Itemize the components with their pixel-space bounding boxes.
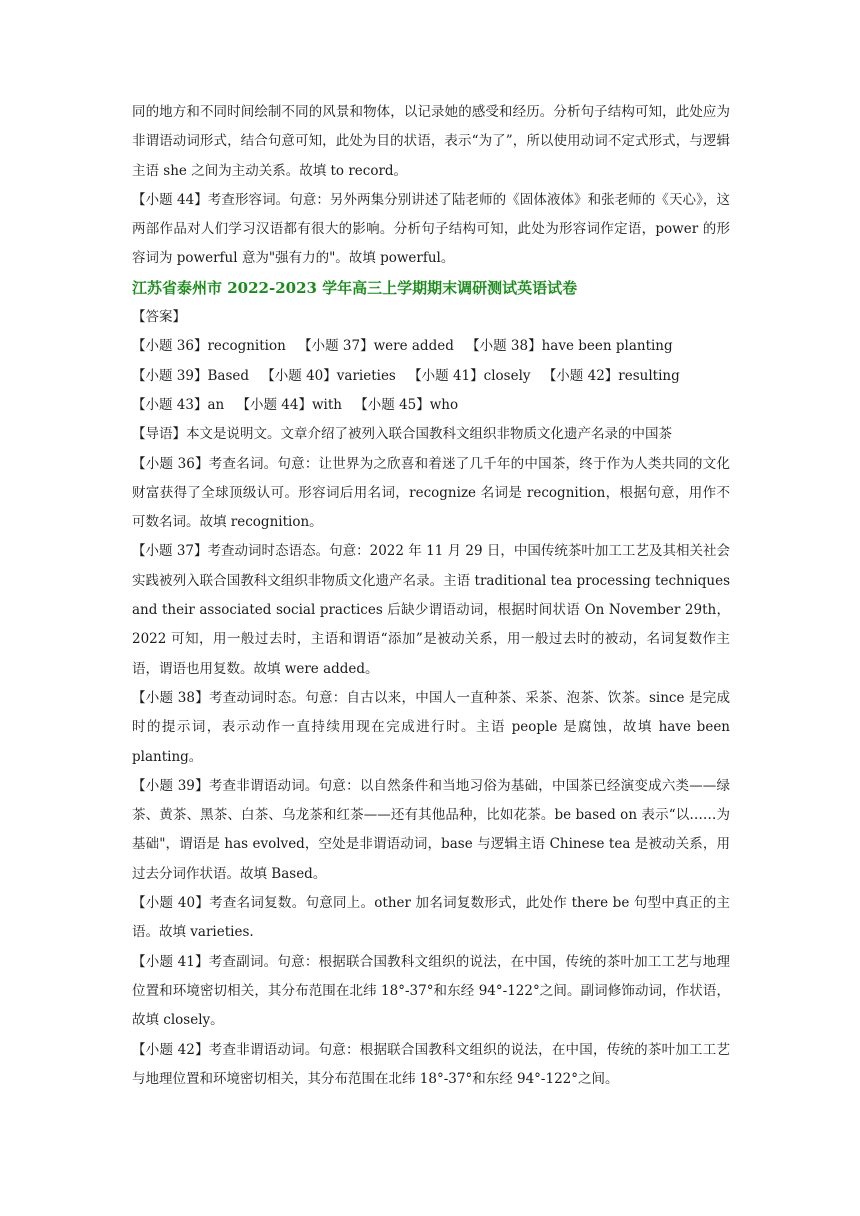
answer-row-3 <box>132 391 730 420</box>
explanation-q37: 【小题 37】考查动词时态语态。句意：2022 年 11 月 29 日，中国传统茶叶加工工艺及其相关社会实践被列入联合国教科文组织非物质文化遗产名录。主语 traditional tea processing techniques and their associated social practices 后缺少谓语动词，根据时间状语 On November 29th，2022 可知，用一般过去时，主语和谓语“添加”是被动关系，用一般过去时的被动，名词复数作主语，谓语也用复数。故填 were added。 <box>132 543 730 677</box>
guide-paragraph: 【导语】本文是说明文。文章介绍了被列入联合国教科文组织非物质文化遗产名录的中国茶 <box>132 426 672 443</box>
explanation-q38: 【小题 38】考查动词时态。句意：自古以来，中国人一直种茶、采茶、泡茶、饮茶。since 是完成时的提示词，表示动作一直持续用现在完成进行时。主语 people 是腐蚀，故填 have been planting。 <box>132 689 730 765</box>
answer-item: 【小题 36】recognition <box>132 338 286 355</box>
answer-item: 【小题 45】who <box>354 396 459 413</box>
answer-label: 【答案】 <box>132 309 186 326</box>
answer-item: 【小题 39】Based <box>132 367 249 384</box>
intro-paragraph: 同的地方和不同时间绘制不同的风景和物体，以记录她的感受和经历。分析句子结构可知，此处应为非谓语动词形式，结合句意可知，此处为目的状语，表示“为了”，所以使用动词不定式形式，与逻辑主语 she 之间为主动关系。故填 to record。 <box>132 104 730 179</box>
answer-item: 【小题 37】were added <box>298 338 454 355</box>
answer-item: 【小题 41】closely <box>408 367 531 384</box>
answer-item: 【小题 42】resulting <box>542 367 680 384</box>
answer-item: 【小题 44】with <box>236 396 342 413</box>
explanation-q44-previous: 【小题 44】考查形容词。句意：另外两集分别讲述了陆老师的《固体液体》和张老师的《天心》，这两部作品对人们学习汉语都有很大的影响。分析句子结构可知，此处为形容词作定语，power 的形容词为 powerful 意为"强有力的"。故填 powerful。 <box>132 191 730 267</box>
explanation-q39: 【小题 39】考查非谓语动词。句意：以自然条件和当地习俗为基础，中国茶已经演变成六类——绿茶、黄茶、黑茶、白茶、乌龙茶和红茶——还有其他品种，比如花茶。be based on 表示“以……为基础"，谓语是 has evolved，空处是非谓语动词，base 与逻辑主语 Chinese tea 是被动关系，用过去分词作状语。故填 Based。 <box>132 777 730 882</box>
section-title: 江苏省泰州市 2022-2023 学年高三上学期期末调研测试英语试卷 <box>132 278 578 297</box>
explanation-q42: 【小题 42】考查非谓语动词。句意：根据联合国教科文组织的说法，在中国，传统的茶叶加工工艺与地理位置和环境密切相关，其分布范围在北纬 18°-37°和东经 94°-122°之间。 <box>132 1041 730 1087</box>
explanation-q40: 【小题 40】考查名词复数。句意同上。other 加名词复数形式，此处作 there be 句型中真正的主语。故填 varieties. <box>132 895 730 941</box>
explanation-q36: 【小题 36】考查名词。句意：让世界为之欣喜和着迷了几千年的中国茶，终于作为人类共同的文化财富获得了全球顶级认可。形容词后用名词，recognize 名词是 recognition，根据句意，用作不可数名词。故填 recognition。 <box>132 455 730 531</box>
answer-item: 【小题 43】an <box>132 396 225 413</box>
answer-item: 【小题 40】varieties <box>261 367 396 384</box>
explanation-q41: 【小题 41】考查副词。句意：根据联合国教科文组织的说法，在中国，传统的茶叶加工工艺与地理位置和环境密切相关，其分布范围在北纬 18°-37°和东经 94°-122°之间。副词修饰动词，作状语，故填 closely。 <box>132 953 730 1029</box>
document-page <box>132 98 730 1094</box>
answer-item: 【小题 38】have been planting <box>466 338 673 355</box>
answer-row-2 <box>132 362 730 391</box>
answer-row-1 <box>132 332 730 361</box>
